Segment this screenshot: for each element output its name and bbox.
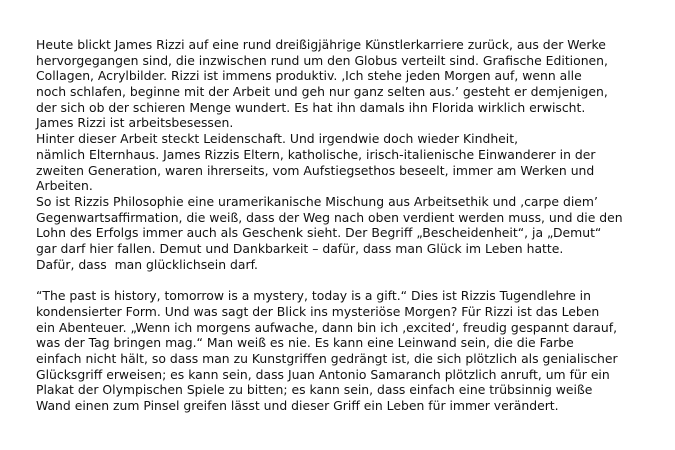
- text-line: der sich ob der schieren Menge wundert. Es hat ihn damals ihn Florida wirklich erwischt.: [36, 99, 586, 115]
- text-line: Arbeiten.: [36, 178, 93, 194]
- text-line: Glücksgriff erweisen; es kann sein, dass Juan Antonio Samaranch plötzlich anruft, um für ein: [36, 366, 610, 382]
- text-line: gar darf hier fallen. Demut und Dankbarkeit – dafür, dass man Glück im Leben hatte.: [36, 240, 564, 256]
- text-line: Lohn des Erfolgs immer auch als Geschenk sieht. Der Begriff „Bescheidenheit“, ja „Demut“: [36, 225, 602, 241]
- text-line: hervorgegangen sind, die inzwischen rund um den Globus verteilt sind. Grafische Editionen,: [36, 52, 608, 68]
- text-line: Dafür, dass man glücklichsein darf.: [36, 256, 258, 272]
- text-line: Hinter dieser Arbeit steckt Leidenschaft. Und irgendwie doch wieder Kindheit,: [36, 131, 519, 147]
- text-line: Gegenwartsaffirmation, die weiß, dass der Weg nach oben verdient werden muss, und die den: [36, 209, 623, 225]
- document-body: [36, 37, 656, 414]
- text-line: nämlich Elternhaus. James Rizzis Eltern, katholische, irisch-italienische Einwanderer in der: [36, 146, 596, 162]
- text-line: Wand einen zum Pinsel greifen lässt und dieser Griff ein Leben für immer verändert.: [36, 398, 559, 414]
- text-line: Collagen, Acrylbilder. Rizzi ist immens produktiv. ‚Ich stehe jeden Morgen auf, wenn alle: [36, 68, 582, 84]
- text-line: So ist Rizzis Philosophie eine uramerikanische Mischung aus Arbeitsethik und ‚carpe diem’: [36, 193, 598, 209]
- text-line: was der Tag bringen mag.“ Man weiß es nie. Es kann eine Leinwand sein, die die Farbe: [36, 335, 574, 351]
- text-line: Plakat der Olympischen Spiele zu bitten; es kann sein, dass einfach eine trübsinnig weiße: [36, 382, 593, 398]
- text-line: einfach nicht hält, so dass man zu Kunstgriffen gedrängt ist, die sich plötzlich als genialischer: [36, 351, 618, 367]
- text-line: noch schlafen, beginne mit der Arbeit und geh nur ganz selten aus.’ gesteht er demjenigen,: [36, 84, 608, 100]
- paragraph-1: [36, 37, 656, 272]
- paragraph-spacer: [36, 272, 656, 288]
- text-line: kondensierter Form. Und was sagt der Blick ins mysteriöse Morgen? Für Rizzi ist das Leben: [36, 304, 600, 319]
- text-line: Heute blickt James Rizzi auf eine rund dreißigjährige Künstlerkarriere zurück, aus der Werke: [36, 37, 606, 52]
- text-line: James Rizzi ist arbeitsbesessen.: [36, 115, 234, 131]
- text-line: ein Abenteuer. „Wenn ich morgens aufwache, dann bin ich ‚excited‘, freudig gespannt darauf,: [36, 319, 618, 335]
- paragraph-2: [36, 288, 656, 414]
- text-line: “The past is history, tomorrow is a mystery, today is a gift.“ Dies ist Rizzis Tugendlehre in: [36, 288, 591, 304]
- text-line: zweiten Generation, waren ihrerseits, vom Aufstiegsethos beseelt, immer am Werken und: [36, 162, 595, 178]
